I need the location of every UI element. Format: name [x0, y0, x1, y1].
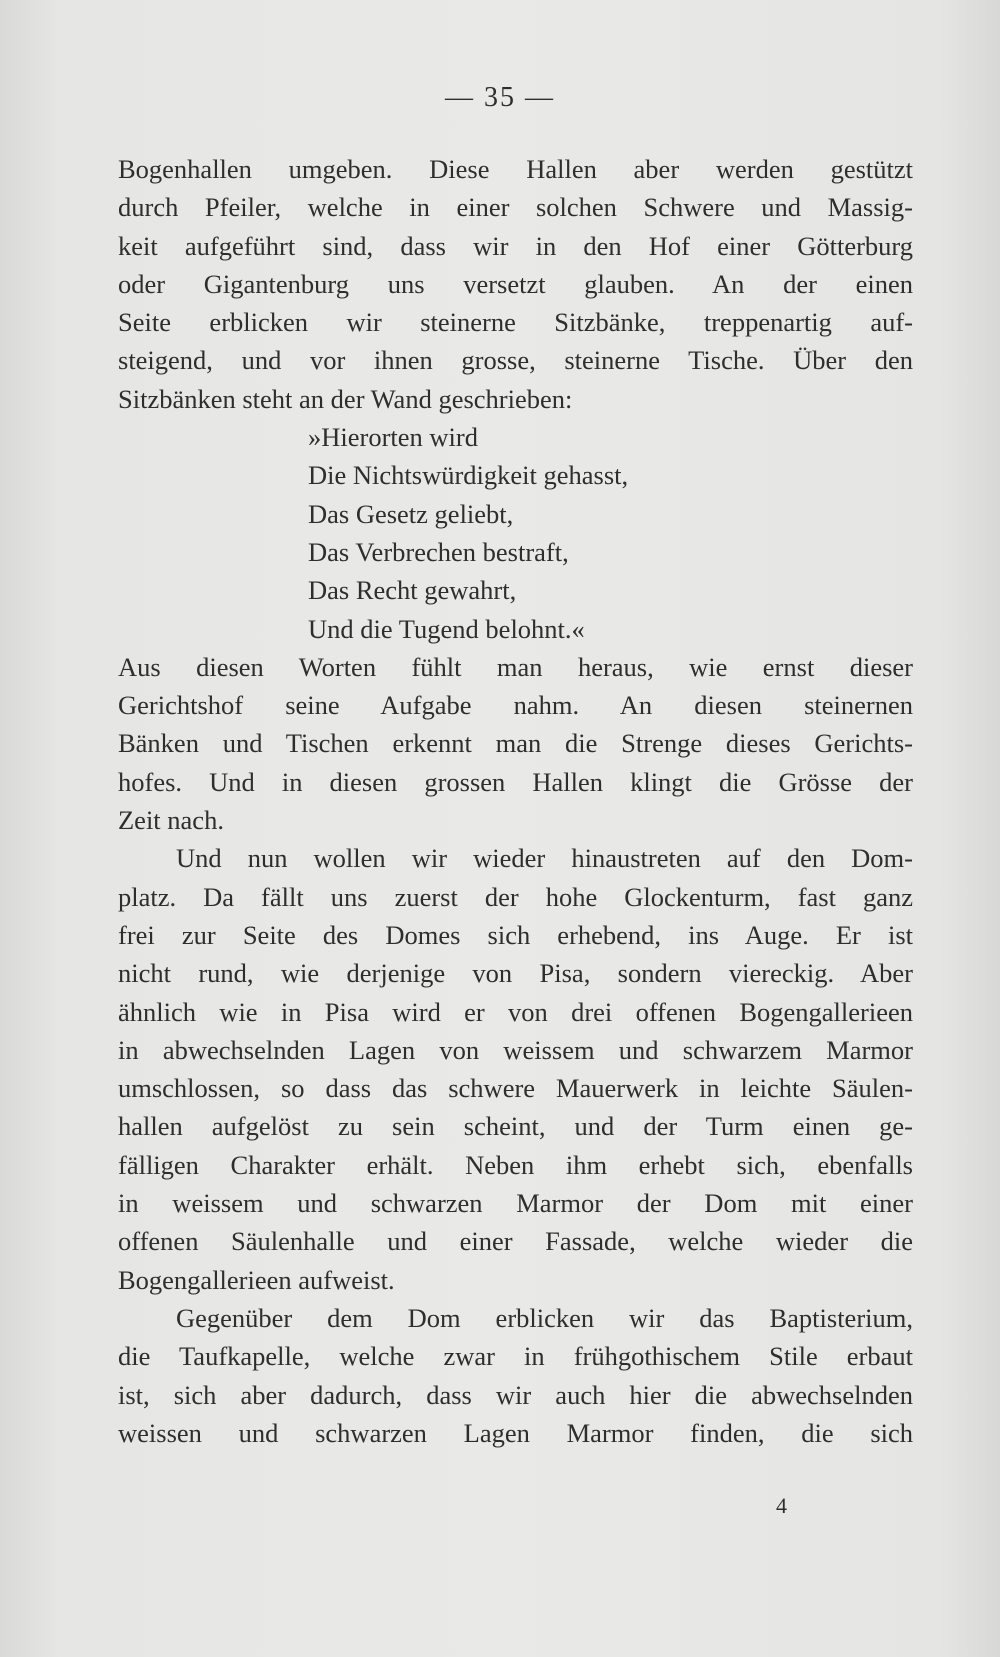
text-line: die Taufkapelle, welche zwar in frühgothischem Stile erbaut — [118, 1341, 913, 1372]
text-line: hofes. Und in diesen grossen Hallen klingt die Grösse der — [118, 766, 913, 797]
paragraph-start-line: Gegenüber dem Dom erblicken wir das Baptisterium, — [176, 1302, 913, 1333]
text-line: ist, sich aber dadurch, dass wir auch hier die abwechselnden — [118, 1379, 913, 1410]
body-text — [118, 150, 913, 1452]
text-line: offenen Säulenhalle und einer Fassade, welche wieder die — [118, 1226, 913, 1257]
text-line: Bogengallerieen aufweist. — [118, 1264, 395, 1295]
text-line: nicht rund, wie derjenige von Pisa, sondern viereckig. Aber — [118, 958, 913, 989]
verse-line: »Hierorten wird — [308, 422, 478, 453]
text-line: Gerichtshof seine Aufgabe nahm. An diesen steinernen — [118, 690, 913, 721]
text-line: keit aufgeführt sind, dass wir in den Hof einer Götterburg — [118, 230, 913, 261]
verse-line: Die Nichtswürdigkeit gehasst, — [308, 460, 629, 491]
page-number: — 35 — — [445, 82, 555, 113]
signature-mark: 4 — [776, 1493, 787, 1518]
text-line: durch Pfeiler, welche in einer solchen Schwere und Massig- — [118, 192, 913, 223]
text-line: oder Gigantenburg uns versetzt glauben. An der einen — [118, 268, 913, 299]
text-line: Seite erblicken wir steinerne Sitzbänke, treppenartig auf- — [118, 307, 913, 338]
text-line: Sitzbänken steht an der Wand geschrieben: — [118, 383, 573, 414]
text-line: weissen und schwarzen Lagen Marmor finden, die sich — [118, 1417, 913, 1448]
paragraph-start-line: Und nun wollen wir wieder hinaustreten auf den Dom- — [176, 843, 913, 874]
verse-line: Das Verbrechen bestraft, — [308, 536, 569, 567]
text-line: hallen aufgelöst zu sein scheint, und der Turm einen ge- — [118, 1111, 913, 1142]
text-line: steigend, und vor ihnen grosse, steinerne Tische. Über den — [118, 345, 913, 376]
text-line: umschlossen, so dass das schwere Mauerwerk in leichte Säulen- — [118, 1073, 913, 1104]
verse-line: Das Gesetz geliebt, — [308, 498, 514, 529]
text-line: Bänken und Tischen erkennt man die Strenge dieses Gerichts- — [118, 728, 913, 759]
verse-line: Und die Tugend belohnt.« — [308, 613, 585, 644]
text-line: platz. Da fällt uns zuerst der hohe Glockenturm, fast ganz — [118, 881, 913, 912]
text-line: in abwechselnden Lagen von weissem und schwarzem Marmor — [118, 1034, 913, 1065]
text-line: in weissem und schwarzen Marmor der Dom mit einer — [118, 1188, 913, 1219]
text-line: Bogenhallen umgeben. Diese Hallen aber werden gestützt — [118, 154, 913, 184]
text-line: Zeit nach. — [118, 805, 224, 836]
text-line: frei zur Seite des Domes sich erhebend, ins Auge. Er ist — [118, 919, 913, 950]
text-line: fälligen Charakter erhält. Neben ihm erhebt sich, ebenfalls — [118, 1149, 913, 1180]
text-line: Aus diesen Worten fühlt man heraus, wie ernst dieser — [118, 651, 913, 682]
verse-line: Das Recht gewahrt, — [308, 575, 517, 606]
text-line: ähnlich wie in Pisa wird er von drei offenen Bogengallerieen — [118, 996, 913, 1027]
